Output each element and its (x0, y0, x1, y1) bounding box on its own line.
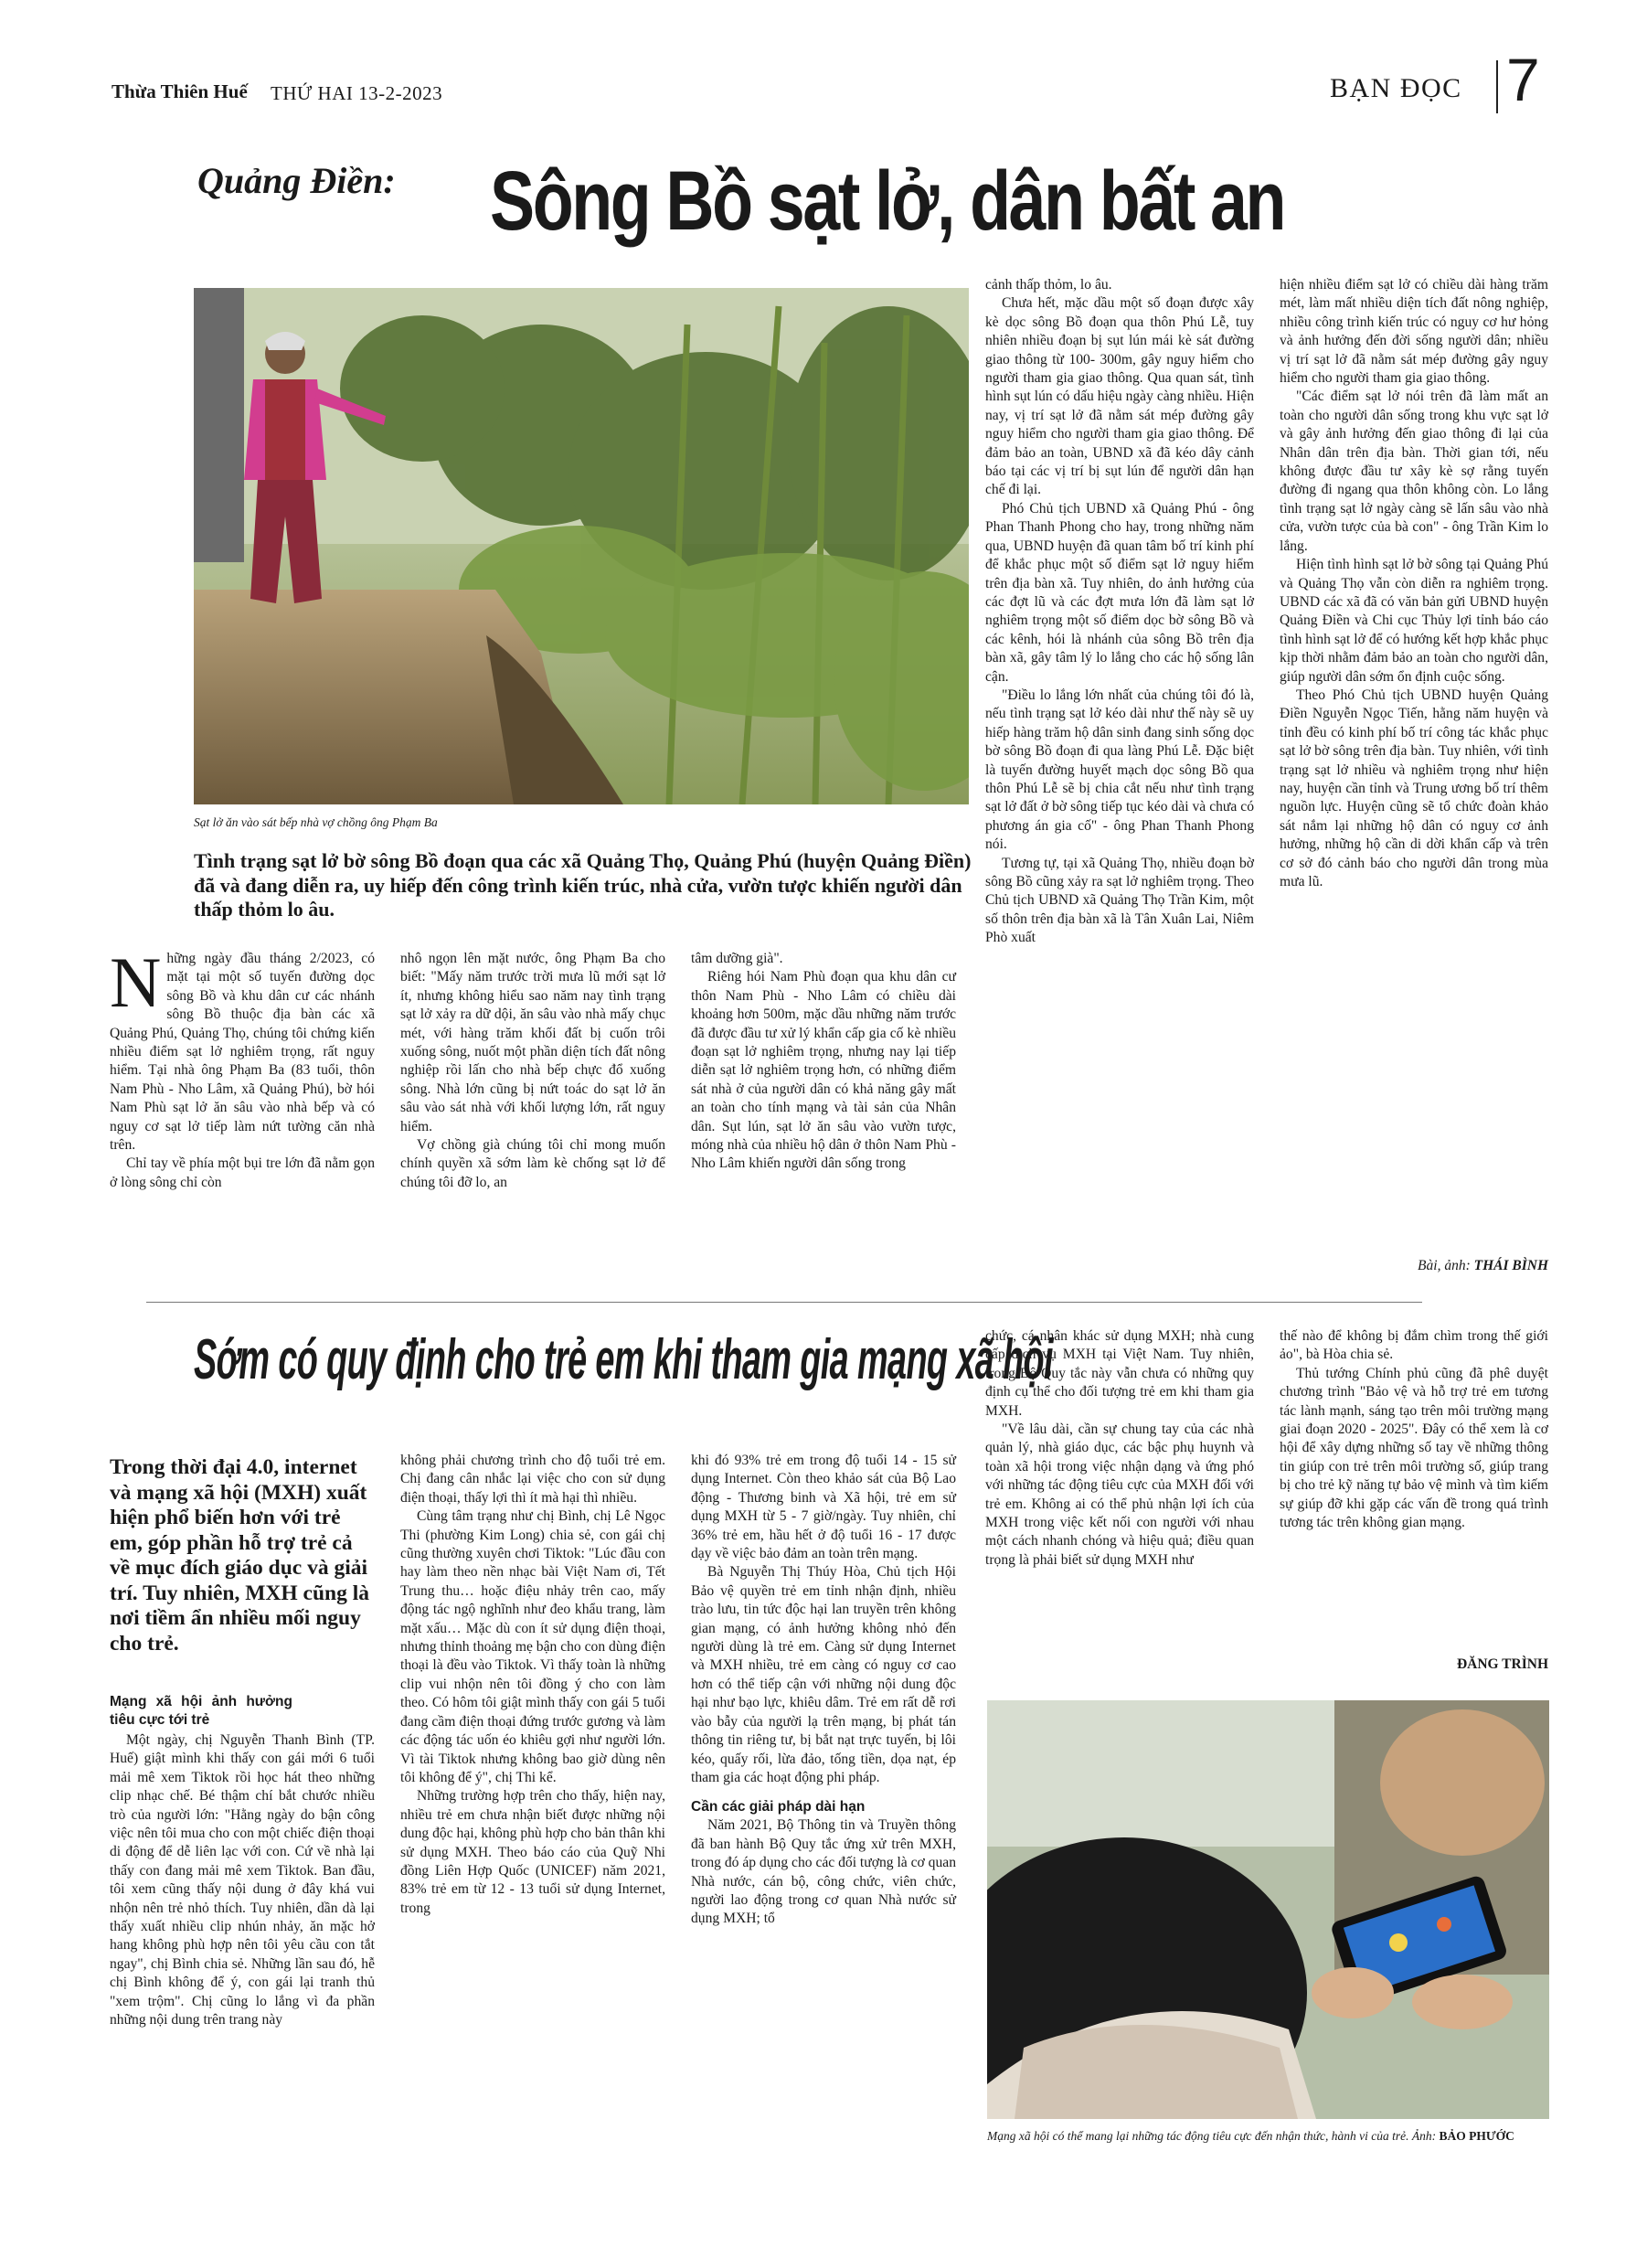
story2-subheading-2: Cần các giải pháp dài hạn (691, 1799, 866, 1815)
paragraph: Tương tự, tại xã Quảng Thọ, nhiều đoạn bờ sông Bồ cũng xảy ra sạt lở nghiêm trọng. Theo Chủ tịch UBND xã Quảng Thọ Trần Kim, một số thôn trên địa bàn xã là Tân Xuân Lai, Niêm Phò xuất (985, 855, 1254, 946)
section-name: BẠN ĐỌC (1330, 73, 1462, 103)
story1-photo-caption: Sạt lở ăn vào sát bếp nhà vợ chồng ông Phạm Ba (194, 815, 438, 829)
story1-headline: Sông Bồ sạt lở, dân bất an (490, 154, 1285, 248)
paragraph: Những trường hợp trên cho thấy, hiện nay, nhiều trẻ em chưa nhận biết được những nội dung độc hại, không phù hợp cho bản thân khi sử dụng MXH. Theo báo cáo của Quỹ Nhi đồng Liên Hợp Quốc (UNICEF) năm 2021, 83% trẻ em từ 12 - 13 tuổi sử dụng Internet, trong (400, 1788, 665, 1916)
byline-prefix: Bài, ảnh: (1418, 1258, 1474, 1273)
riverbank-photo-illustration (194, 288, 969, 804)
paragraph: Vợ chồng già chúng tôi chỉ mong muốn chính quyền xã sớm làm kè chống sạt lở để chúng tôi đỡ lo, an (400, 1137, 665, 1190)
child-gaming-illustration (987, 1700, 1549, 2119)
story1-lede: Tình trạng sạt lở bờ sông Bồ đoạn qua các xã Quảng Thọ, Quảng Phú (huyện Quảng Điền) đã và đang diễn ra, uy hiếp đến công trình kiến trúc, nhà cửa, vườn tược khiến người dân thấp thỏm lo âu. (194, 849, 972, 921)
story1-dropcap: N (110, 942, 162, 1022)
paragraph: Chưa hết, mặc dầu một số đoạn được xây kè dọc sông Bồ đoạn qua thôn Phú Lễ, tuy nhiên nhiều đoạn bị sụt lún mái kè sát đường giao thông từ 100- 300m, gây nguy hiểm cho người tham gia giao thông. Qua quan sát, tình hình sụt lún có dấu hiệu ngày càng nhiều. Hiện nay, vị trí sạt lở đã nằm sát mép đường gây nguy hiểm cho người tham gia giao thông. Để đảm bảo an toàn, UBND xã đã kéo dây cảnh báo tại các vị trí bị sụt lún để người dân hạn chế đi lại. (985, 295, 1254, 498)
story2-headline: Sớm có quy định cho trẻ em khi tham gia mạng xã hội (194, 1328, 1053, 1391)
story1-byline (1280, 1258, 1548, 1274)
byline-name: THÁI BÌNH (1473, 1258, 1548, 1273)
story2-byline: ĐĂNG TRÌNH (1456, 1656, 1548, 1672)
story2-column-4 (985, 1327, 1254, 1570)
paragraph: tâm dưỡng già". (691, 951, 783, 966)
paragraph: Hiện tình hình sạt lở bờ sông tại Quảng Phú và Quảng Thọ vẫn còn diễn ra nghiêm trọng. UBND các xã đã có văn bản gửi UBND huyện Quảng Điền và Chi cục Thủy lợi tỉnh báo cáo tình hình sạt lở để có hướng kết hợp khắc phục kịp thời nhằm đảm bảo an toàn cho người dân, giúp người dân sớm ổn định cuộc sống. (1280, 557, 1548, 685)
paragraph: Cùng tâm trạng như chị Bình, chị Lê Ngọc Thi (phường Kim Long) chia sẻ, con gái chị cũng thường xuyên chơi Tiktok: "Lúc đầu con hay làm theo nền nhạc bài Việt Nam ơi, Tết Trung thu… hoặc điệu nhảy trên cao, mấy động tác ngộ nghĩnh như đeo khẩu trang, làm mặt xấu… Mặc dù con ít sử dụng điện thoại, nhưng thỉnh thoảng mẹ bận cho con dùng điện thoại là đều vào Tiktok. Vì thấy toàn là những clip vui nhộn nên tôi đồng ý cho con làm theo. Có hôm tôi giật mình thấy con gái 5 tuổi đang cầm điện thoại đứng trước gương và làm các động tác uốn éo khiêu gợi như người lớn. Vì tài Tiktok nhưng không bao giờ dùng nên tôi không để ý", chị Thi kể. (400, 1508, 665, 1785)
paragraph: Riêng hói Nam Phù đoạn qua khu dân cư thôn Nam Phù - Nho Lâm có chiều dài khoảng hơn 500m, mặc dầu những năm trước đã được đầu tư xử lý khẩn cấp gia cố kè nhiều đoạn sạt lở nghiêm trọng, nhưng nay lại tiếp diễn sạt lở nghiêm trọng hơn, có những điểm sát nhà ở của người dân có khả năng gây mất an toàn cho tính mạng và tài sản của Nhân dân. Sụt lún, sạt lở ăn sâu vào vườn tược, móng nhà của nhiều hộ dân ở thôn Nam Phù - Nho Lâm khiến người dân sống trong (691, 969, 956, 1172)
issue-date: THỨ HAI 13-2-2023 (271, 82, 443, 104)
story2-lede: Trong thời đại 4.0, internet và mạng xã hội (MXH) xuất hiện phổ biến hơn với trẻ em, góp phần hỗ trợ trẻ cả về mục đích giáo dục và giải trí. Tuy nhiên, MXH cũng là nơi tiềm ẩn nhiều mối nguy cho trẻ. (110, 1455, 370, 1656)
story1-column-2 (400, 950, 665, 1192)
story2-column-3 (691, 1452, 956, 1929)
paragraph: cảnh thấp thỏm, lo âu. (985, 277, 1112, 293)
paragraph: hững ngày đầu tháng 2/2023, có mặt tại một số tuyến đường dọc sông Bồ và khu dân cư các nhánh sông Bồ thuộc địa bàn các xã Quảng Phú, Quảng Thọ, chúng tôi chứng kiến nhiều điểm sạt lở nghiêm trọng, rất nguy hiểm. Tại nhà ông Phạm Ba (83 tuổi, thôn Nam Phù - Nho Lâm, xã Quảng Phú), bờ hói Nam Phù sạt lở ăn sâu vào nhà bếp và có nguy cơ sạt lở tiếp làm nứt tường căn nhà trên. (110, 951, 375, 1154)
page-number: 7 (1506, 46, 1540, 113)
story1-column-4 (985, 276, 1254, 948)
paragraph: khi đó 93% trẻ em trong độ tuổi 14 - 15 sử dụng Internet. Còn theo khảo sát của Bộ Lao động - Thương binh và Xã hội, trẻ em sử dụng MXH từ 5 - 7 giờ/ngày. Tuy nhiên, chỉ 36% trẻ em, hầu hết ở độ tuổi 16 - 17 được dạy về việc bảo đảm an toàn trên mạng. (691, 1453, 956, 1562)
paragraph: Thủ tướng Chính phủ cũng đã phê duyệt chương trình "Bảo vệ và hỗ trợ trẻ em tương tác lành mạnh, sáng tạo trên môi trường mạng giai đoạn 2020 - 2025". Đây có thể xem là cơ hội để xây dựng những số tay về những thông tin giúp con trẻ trên môi trường số, giúp trang bị cho trẻ kỹ năng tự bảo vệ mình và tìm kiếm sự giúp đỡ khi gặp các vấn đề trong quá trình tương tác trên không gian mạng. (1280, 1365, 1548, 1531)
riverbank-erosion-photo (194, 288, 969, 804)
paragraph: chức, cá nhân khác sử dụng MXH; nhà cung cấp dịch vụ MXH tại Việt Nam. Tuy nhiên, trong Bộ Quy tắc này vẫn chưa có những quy định cụ thể cho đối tượng trẻ em khi tham gia MXH. (985, 1328, 1254, 1419)
paragraph: "Các điểm sạt lở nói trên đã làm mất an toàn cho người dân sống trong khu vực sạt lở và gây ảnh hưởng đến giao thông đi lại của Nhân dân trên địa bàn. Thời gian tới, nếu không được đầu tư xây kè sợ rằng tuyến đường đi ngang qua thôn không còn. Lo lắng tình trạng sạt lở ngày càng sẽ lấn sâu vào nhà cửa, vườn tược của bà con" - ông Trần Kim lo lắng. (1280, 389, 1548, 554)
paragraph: nhô ngọn lên mặt nước, ông Phạm Ba cho biết: "Mấy năm trước trời mưa lũ mới sạt lở ít, nhưng không hiểu sao năm nay tình trạng sạt lở xảy ra dữ dội, ăn sâu vào nhà mấy chục mét, với hàng trăm khối đất bị cuốn trôi xuống sông, nuốt một phần diện tích đất nông nghiệp rồi lấn cho nhà bếp chực đổ xuống sông. Nhà lớn cũng bị nứt toác do sạt lở ăn sâu vào sát nhà với khối lượng lớn, rất nguy hiểm. (400, 951, 665, 1134)
story2-column-1 (110, 1693, 375, 2030)
paragraph: "Điều lo lắng lớn nhất của chúng tôi đó là, nếu tình trạng sạt lở kéo dài như thế này sẽ uy hiếp hàng trăm hộ dân sinh đang sinh sống dọc bờ sông Bồ đoạn đi qua làng Phú Lễ. Đặc biệt là tuyến đường huyết mạch dọc sông Bồ qua thôn Phú Lễ sẽ bị chia cắt nếu như tình trạng sạt lở đất ở bờ sông tiếp tục kéo dài và chưa có phương án gia cố" - ông Phan Thanh Phong nói. (985, 687, 1254, 853)
child-phone-photo (987, 1700, 1549, 2119)
paragraph: Một ngày, chị Nguyễn Thanh Bình (TP. Huế) giật mình khi thấy con gái mới 6 tuổi mải mê xem Tiktok rồi học hát theo những clip nhạc chế. Bé thậm chí bắt chước nhiều trò của người lớn: "Hằng ngày do bận công việc nên tôi mua cho con một chiếc điện thoại di động để dễ liên lạc với con. Cứ về nhà lại thấy con đang mải mê xem Tiktok. Ban đầu, tôi xem cũng thấy nội dung ở đây khá vui nhộn nên trẻ nhỏ thích. Tuy nhiên, dần dà lại thấy xuất nhiều clip nhún nhảy, ăn mặc hở hang không phù hợp nên tôi yêu cầu con tắt ngay", chị Bình chia sẻ. Những lần sau đó, hễ chị Bình không để ý, con gái lại tranh thủ "xem trộm". Chị cũng lo lắng vì đa phần những nội dung trên trang này (110, 1732, 375, 2028)
paragraph: Chỉ tay về phía một bụi tre lớn đã nằm gọn ở lòng sông chỉ còn (110, 1155, 375, 1190)
paragraph: Bà Nguyễn Thị Thúy Hòa, Chủ tịch Hội Bảo vệ quyền trẻ em tỉnh nhận định, nhiều trào lưu, tin tức độc hại lan truyền trên không gian mạng, có ảnh hưởng không nhỏ đến người dùng là trẻ em. Càng sử dụng Internet và MXH nhiều, trẻ em càng có nguy cơ cao hơn có thể tiếp cận với những nội dung độc hại như bạo lực, khiêu dâm. Trẻ em rất dễ rơi vào bẫy của người lạ trên mạng, bị phát tán thông tin riêng tư, bị bắt nạt trực tuyến, bị lôi kéo, quấy rối, lừa đảo, tống tiền, dọa nạt, ép tham gia các hoạt động phi pháp. (691, 1564, 956, 1785)
paragraph: Năm 2021, Bộ Thông tin và Truyền thông đã ban hành Bộ Quy tắc ứng xử trên MXH, trong đó áp dụng cho các đối tượng là cơ quan Nhà nước, cán bộ, công chức, viên chức, người lao động trong cơ quan Nhà nước sử dụng MXH; tổ (691, 1817, 956, 1927)
caption-text: Mạng xã hội có thể mang lại những tác động tiêu cực đến nhận thức, hành vi của trẻ. Ảnh: (987, 2129, 1440, 2143)
story1-column-3 (691, 950, 956, 1174)
story2-subheading-1: Mạng xã hội ảnh hưởng tiêu cực tới trẻ (110, 1694, 292, 1728)
paragraph: Theo Phó Chủ tịch UBND huyện Quảng Điền Nguyễn Ngọc Tiến, hằng năm huyện và tỉnh đều có kinh phí bố trí công tác khắc phục sạt lở bờ sông trên địa bàn. Tuy nhiên, với tình trạng sạt lở nhiều và nghiêm trọng như hiện nay, huyện cần tỉnh và Trung ương bố trí thêm nguồn lực. Huyện cũng sẽ tổ chức đoàn khảo sát nắm lại những hộ dân có nguy cơ ảnh hưởng, những hộ cần di dời khẩn cấp và trên cơ sở đó cảnh báo cho người dân trong mùa mưa lũ. (1280, 687, 1548, 889)
story2-column-5 (1280, 1327, 1548, 1532)
paragraph: thế nào để không bị đắm chìm trong thế giới ảo", bà Hòa chia sẻ. (1280, 1328, 1548, 1363)
story2-column-2 (400, 1452, 665, 1918)
page-number-rule (1496, 60, 1498, 113)
story1-kicker: Quảng Điền: (197, 160, 396, 201)
story2-photo-caption (987, 2128, 1549, 2145)
story1-column-1 (110, 942, 375, 1192)
story1-column-5 (1280, 276, 1548, 891)
paragraph: Phó Chủ tịch UBND xã Quảng Phú - ông Phan Thanh Phong cho hay, trong những năm qua, UBND huyện đã quan tâm bố trí kinh phí để khắc phục một số điểm sạt lở nguy hiểm trên địa bàn xã. Tuy nhiên, do ảnh hưởng của các đợt lũ và các đợt mưa lớn đã làm sạt lở nghiêm trọng một số điểm dọc bờ sông Bồ và các kênh, hói là nhánh của sông Bồ trên địa bàn xã, gây tâm lý lo lắng cho các hộ sống lân cận. (985, 500, 1254, 685)
newspaper-name: Thừa Thiên Huế (112, 80, 248, 102)
paragraph: "Về lâu dài, cần sự chung tay của các nhà quản lý, nhà giáo dục, các bậc phụ huynh và toàn xã hội trong việc nhận dạng và ứng phó với những tác động tiêu cực của MXH đối với trẻ em. Không ai có thể phủ nhận lợi ích của MXH trong việc kết nối con người với nhau một cách nhanh chóng và hiệu quả; điều quan trọng là phải biết sử dụng MXH như (985, 1421, 1254, 1568)
photo-credit: BẢO PHƯỚC (1439, 2129, 1514, 2143)
story-divider (146, 1302, 1422, 1303)
paragraph: hiện nhiều điểm sạt lở có chiều dài hàng trăm mét, làm mất nhiều diện tích đất nông nghiệp, nhiều công trình kiến trúc có nguy cơ hư hỏng và ảnh hưởng đến đời sống người dân; nhiều vị trí sạt lở đã nằm sát mép đường gây nguy hiểm cho người tham gia giao thông. (1280, 277, 1548, 387)
paragraph: không phải chương trình cho độ tuổi trẻ em. Chị đang cân nhắc lại việc cho con sử dụng điện thoại, thấy lợi thì ít mà hại thì nhiều. (400, 1453, 665, 1506)
